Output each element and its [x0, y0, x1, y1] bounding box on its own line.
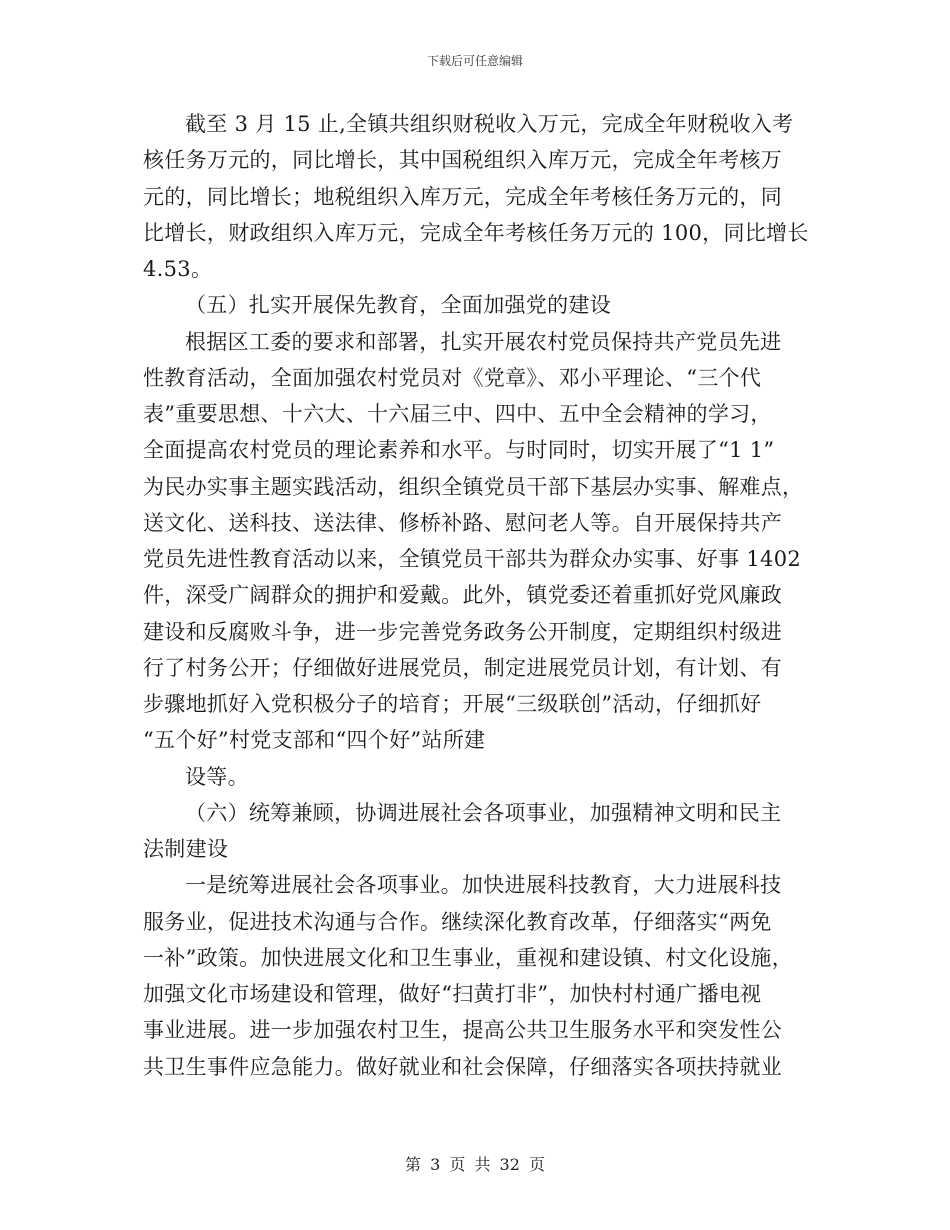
- paragraph-line: 一补”政策。加快进展文化和卫生事业，重视和建设镇、村文化设施，: [143, 945, 794, 970]
- section-heading: （六）统筹兼顾，协调进展社会各项事业，加强精神文明和民主: [185, 800, 782, 825]
- paragraph-line: 行了村务公开；仔细做好进展党员，制定进展党员计划，有计划、有: [143, 655, 782, 680]
- paragraph-line: 党员先进性教育活动以来，全镇党员干部共为群众办实事、好事 1402: [143, 547, 802, 571]
- paragraph-line: 服务业，促进技术沟通与合作。继续深化教育改革，仔细落实“两免: [143, 909, 772, 934]
- paragraph-line: 性教育活动，全面加强农村党员对《党章》、邓小平理论、“三个代: [143, 365, 762, 390]
- paragraph-line: 根据区工委的要求和部署，扎实开展农村党员保持共产党员先进: [185, 329, 782, 354]
- paragraph-line: 4.53。: [143, 257, 213, 281]
- paragraph-line: 为民办实事主题实践活动，组织全镇党员干部下基层办实事、解难点，: [143, 474, 804, 499]
- paragraph-line: 事业进展。进一步加强农村卫生，提高公共卫生服务水平和突发性公: [143, 1018, 782, 1043]
- paragraph-line: 共卫生事件应急能力。做好就业和社会保障，仔细落实各项扶持就业: [143, 1054, 782, 1079]
- page-number: 第 3 页 共 32 页: [405, 1155, 545, 1174]
- paragraph-line: 步骤地抓好入党积极分子的培育；开展“三级联创”活动，仔细抓好: [143, 692, 762, 716]
- document-body: [143, 106, 813, 1085]
- paragraph-line: “五个好”村党支部和“四个好”站所建: [143, 728, 486, 753]
- paragraph-line: 一是统筹进展社会各项事业。加快进展科技教育，大力进展科技: [185, 873, 782, 898]
- paragraph-line: 核任务万元的，同比增长，其中国税组织入库万元，完成全年考核万: [143, 148, 782, 173]
- paragraph-line: 设等。: [185, 764, 249, 789]
- page-header: 下载后可任意编辑: [426, 54, 523, 68]
- paragraph-line: 加强文化市场建设和管理，做好“扫黄打非”，加快村村通广播电视: [143, 982, 762, 1006]
- paragraph-line: 建设和反腐败斗争，进一步完善党务政务公开制度，定期组织村级进: [143, 619, 782, 644]
- section-heading: 法制建设: [143, 837, 229, 861]
- paragraph-line: 比增长，财政组织入库万元，完成全年考核任务万元的 100，同比增长: [143, 220, 809, 245]
- paragraph-line: 全面提高农村党员的理论素养和水平。与时同时，切实开展了“1 1”: [143, 438, 775, 463]
- paragraph-line: 表”重要思想、十六大、十六届三中、四中、五中全会精神的学习，: [143, 402, 772, 426]
- paragraph-line: 送文化、送科技、送法律、修桥补路、慰问老人等。自开展保持共产: [143, 510, 782, 535]
- paragraph-line: 件，深受广阔群众的拥护和爱戴。此外，镇党委还着重抓好党风廉政: [143, 583, 782, 608]
- paragraph-line: 元的，同比增长；地税组织入库万元，完成全年考核任务万元的，同: [143, 184, 782, 209]
- section-heading: （五）扎实开展保先教育，全面加强党的建设: [185, 293, 611, 318]
- paragraph-line: 截至 3 月 15 止,全镇共组织财税收入万元，完成全年财税收入考: [185, 112, 794, 136]
